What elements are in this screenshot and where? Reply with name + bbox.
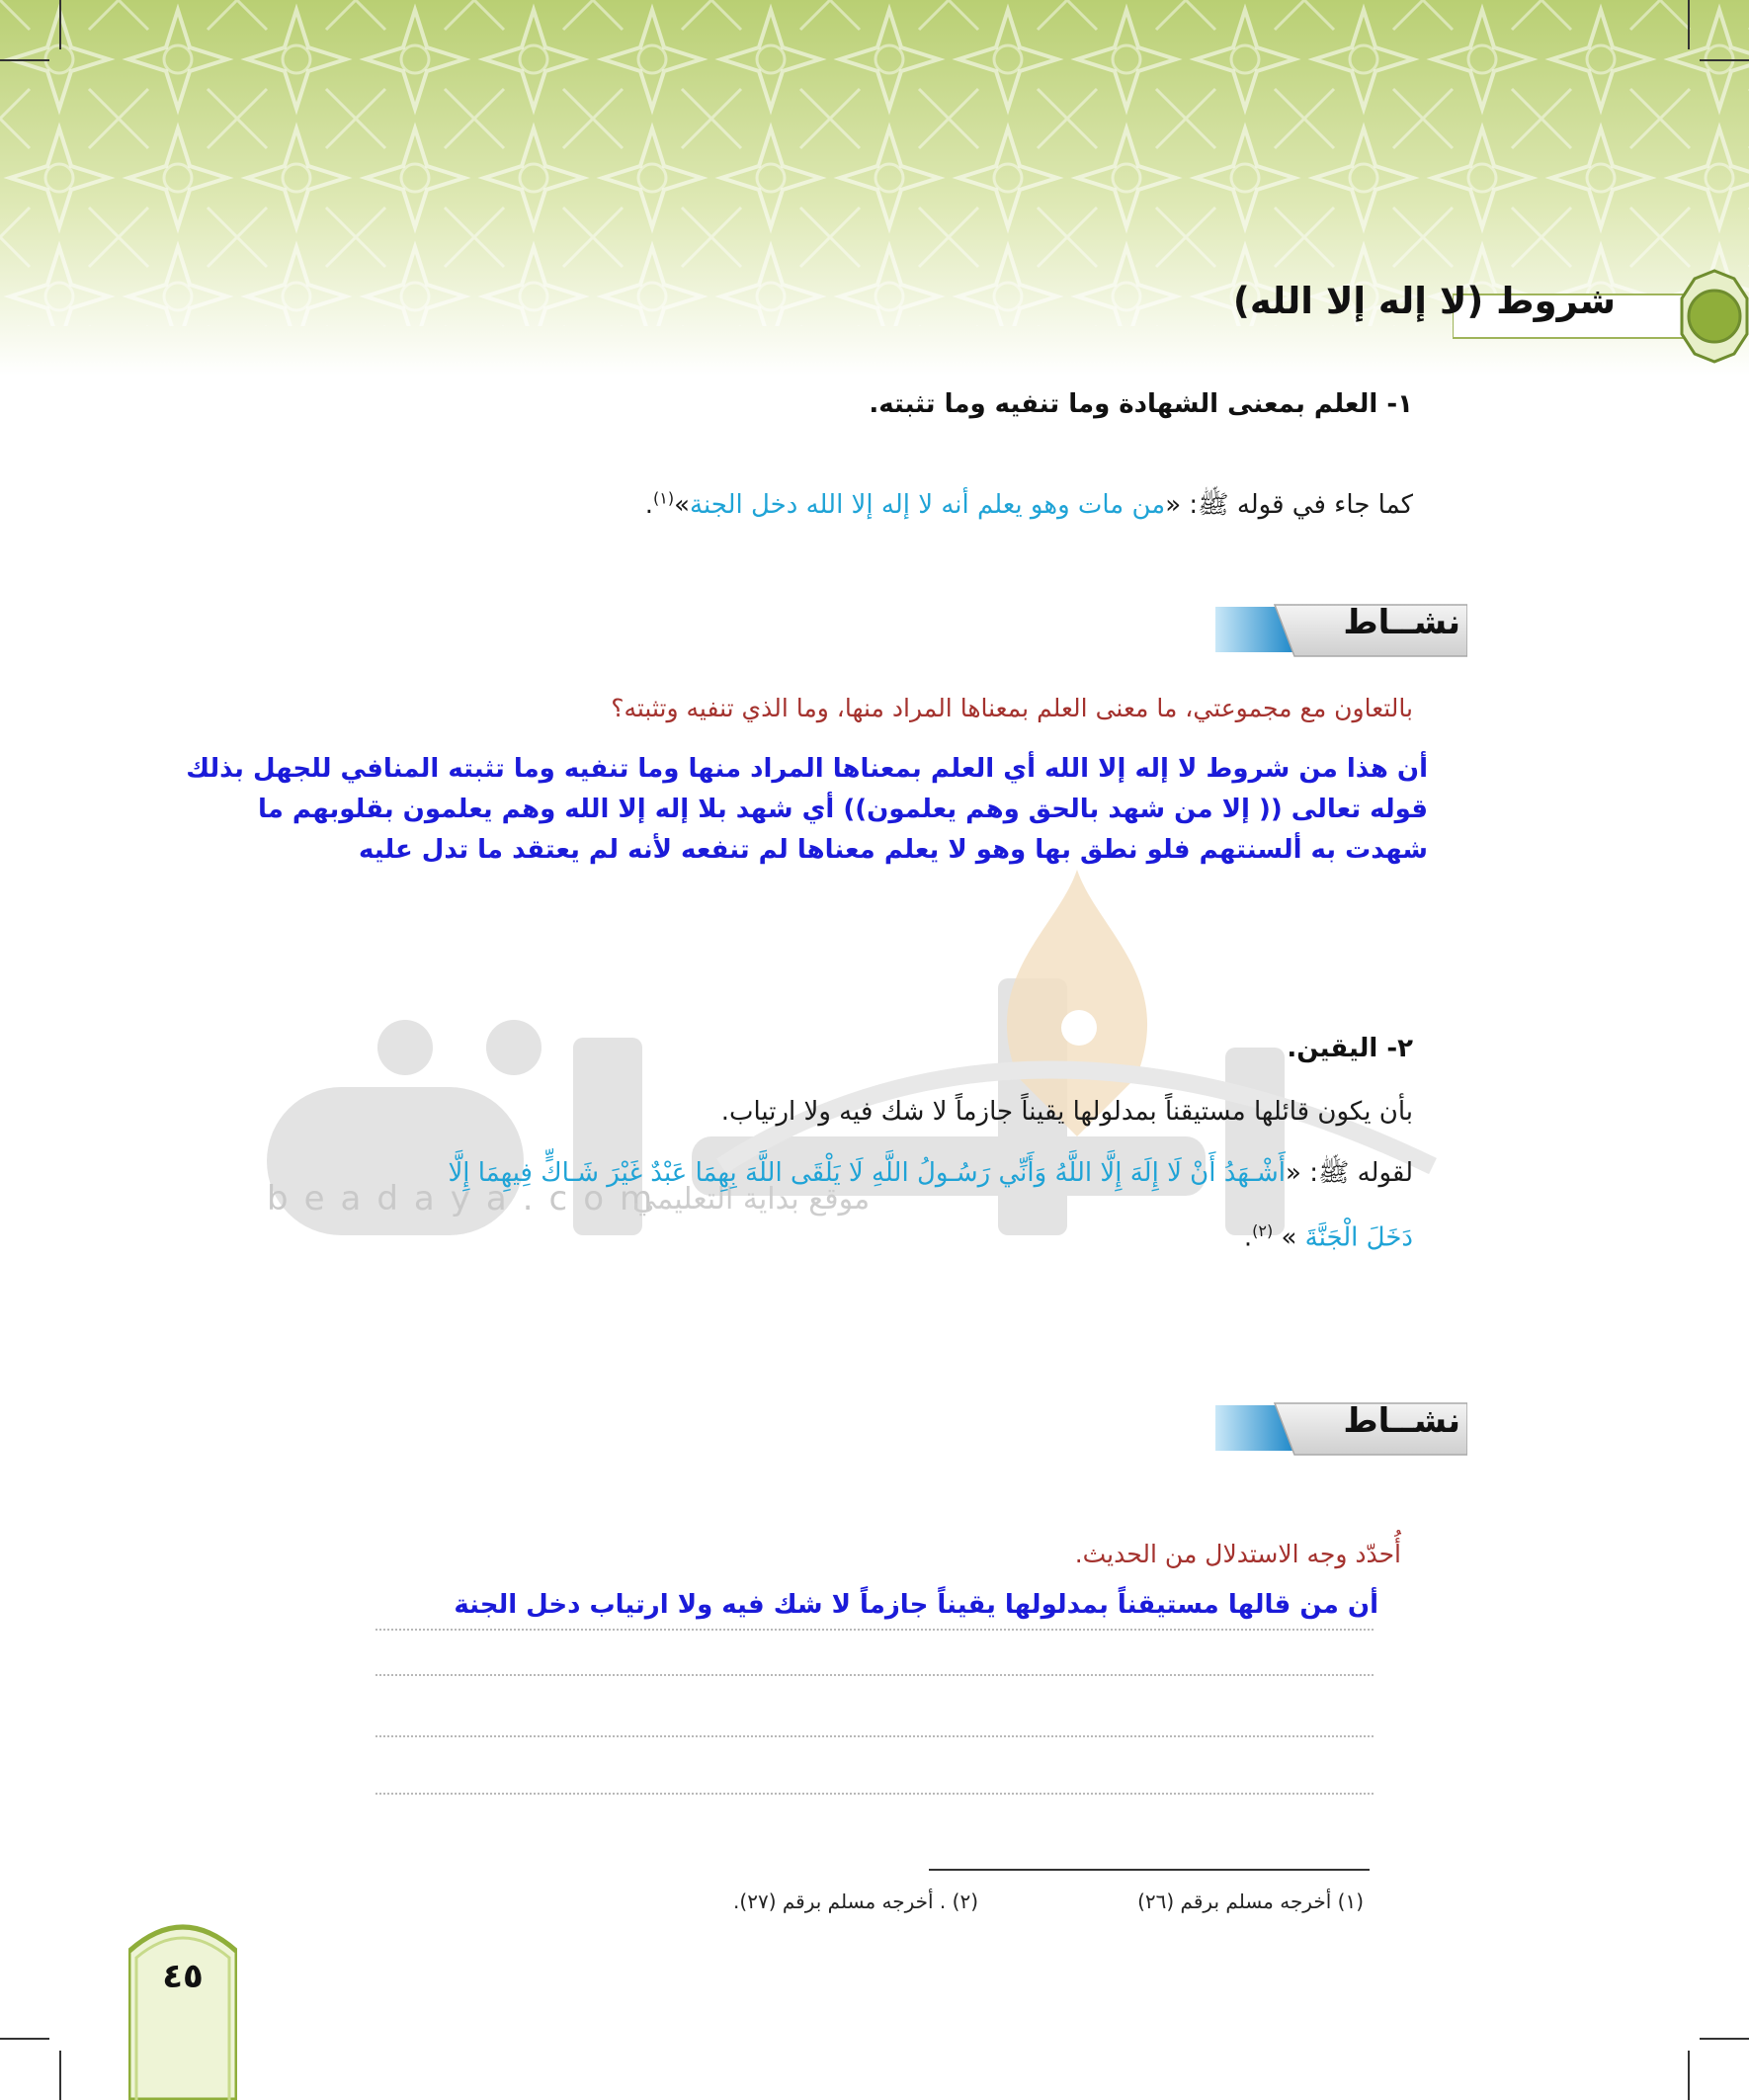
answer-line: شهدت به ألسنتهم فلو نطق بها وهو لا يعلم معناها لم تنفعه لأنه لم يعتقد ما تدل عليه — [358, 835, 1428, 865]
page-number: ٤٥ — [162, 1957, 204, 1996]
answer-dotted-line — [375, 1793, 1374, 1795]
footnote-1: (١) أخرجه مسلم برقم (٢٦) — [1137, 1890, 1364, 1913]
footnote-2: (٢) . أخرجه مسلم برقم (٢٧). — [733, 1890, 978, 1913]
footnote-rule — [929, 1869, 1370, 1871]
activity-1-answer — [186, 749, 1428, 871]
crop-mark — [1688, 2051, 1690, 2100]
hadith-quote: من مات وهو يعلم أنه لا إله إلا الله دخل الجنة — [690, 490, 1166, 520]
answer-line: أن هذا من شروط لا إله إلا الله أي العلم بمعناها المراد منها وما تنفيه وما تثبته المنافي للجهل بذلك — [186, 754, 1428, 784]
condition-2-description: بأن يكون قائلها مستيقناً بمدلولها يقيناً جازماً لا شك فيه ولا ارتياب. — [720, 1097, 1413, 1127]
crop-mark — [0, 59, 49, 61]
footnote-ref-2: (٢) — [1252, 1221, 1274, 1240]
condition-1-evidence — [645, 488, 1413, 526]
crop-mark — [1688, 0, 1690, 49]
activity-2-label: نشــاط — [1343, 1401, 1460, 1441]
activity-1-question: بالتعاون مع مجموعتي، ما معنى العلم بمعناها المراد منها، وما الذي تنفيه وتثبته؟ — [611, 694, 1413, 722]
condition-2-heading: ٢- اليقين. — [1287, 1034, 1413, 1063]
section-title: شروط (لا إله إلا الله) — [1232, 280, 1616, 322]
condition-2-evidence-line-2 — [1244, 1221, 1413, 1253]
answer-dotted-line — [375, 1735, 1374, 1737]
condition-2-evidence-line-1 — [448, 1156, 1413, 1194]
evidence-intro: لقوله ﷺ: « — [1286, 1158, 1413, 1188]
crop-mark — [1700, 59, 1749, 61]
sentence-end: . — [1243, 1222, 1253, 1253]
crop-mark — [59, 2051, 61, 2100]
activity-1-label: نشــاط — [1343, 603, 1460, 642]
answer-dotted-line — [375, 1629, 1374, 1631]
sentence-end: . — [644, 490, 653, 520]
answer-dotted-line — [375, 1674, 1374, 1676]
quote-close: » — [674, 490, 691, 520]
hadith-quote-line-2: دَخَلَ الْجَنَّةَ — [1304, 1222, 1413, 1253]
crop-mark — [59, 0, 61, 49]
footnote-ref-1: (١) — [653, 488, 675, 508]
answer-line: قوله تعالى (( إلا من شهد بالحق وهم يعلمون)) أي شهد بلا إله إلا الله وهم يعلمون بقلوبهم ما — [257, 795, 1428, 824]
condition-1-heading: ١- العلم بمعنى الشهادة وما تنفيه وما تثبته. — [869, 389, 1413, 419]
watermark-tagline: موقع بداية التعليمي — [632, 1182, 871, 1217]
activity-2-question: أُحدّد وجه الاستدلال من الحديث. — [1074, 1540, 1401, 1568]
watermark-url: beadaya.com — [267, 1179, 669, 1218]
quote-close: » — [1281, 1222, 1305, 1253]
evidence-intro: كما جاء في قوله ﷺ: « — [1165, 490, 1413, 520]
crop-mark — [1700, 2038, 1749, 2040]
hadith-quote-line-1: أَشْـهَدُ أَنْ لَا إِلَهَ إِلَّا اللَّهُ وَأَنِّي رَسُـولُ اللَّهِ لَا يَلْقَى اللَّهَ بِهِمَا عَبْدٌ غَيْرَ شَـاكٍّ فِيهِمَا إِلَّا — [448, 1158, 1287, 1188]
activity-2-answer: أن من قالها مستيقناً بمدلولها يقيناً جازماً لا شك فيه ولا ارتياب دخل الجنة — [454, 1590, 1378, 1620]
crop-mark — [0, 2038, 49, 2040]
page-number-badge — [128, 1912, 237, 2100]
